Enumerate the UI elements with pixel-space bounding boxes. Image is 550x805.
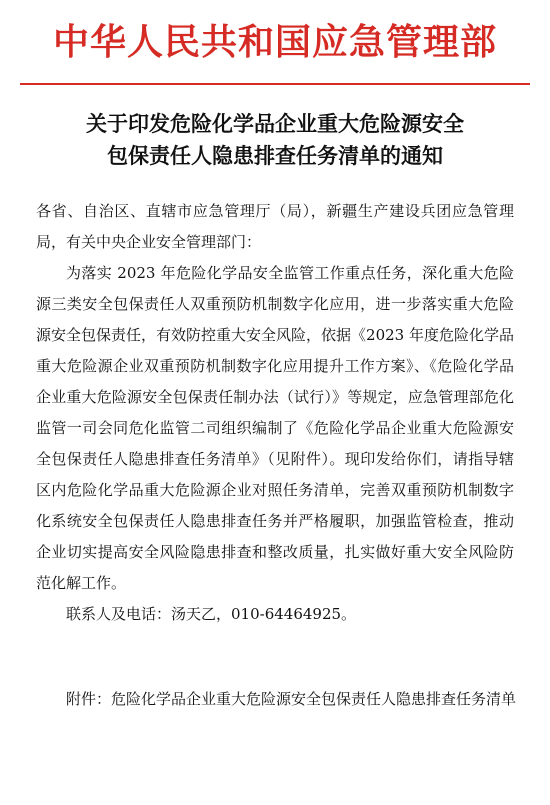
salutation: 各省、自治区、直辖市应急管理厅（局），新疆生产建设兵团应急管理局，有关中央企业安全管理部门： [36,202,514,251]
document-title-line-2: 包保责任人隐患排查任务清单的通知 [107,144,443,168]
document-title [30,108,520,172]
masthead: 中华人民共和国应急管理部 [52,21,497,63]
document-title-line-1: 关于印发危险化学品企业重大危险源安全 [86,112,464,136]
document-body [36,196,514,630]
red-divider-rule [20,83,530,85]
attachment-line: 附件：危险化学品企业重大危险源安全包保责任人隐患排查任务清单 [66,690,517,708]
contact-line: 联系人及电话：汤天乙，010-64464925。 [66,605,357,623]
body-paragraph: 为落实 2023 年危险化学品安全监管工作重点任务，深化重大危险源三类安全包保责任人双重预防机制数字化应用，进一步落实重大危险源安全包保责任，有效防控重大安全风险，依据《2023 年度危险化学品重大危险源企业双重预防机制数字化应用提升工作方案》、《危险化学品企业重大危险源安全包保责任制办法（试行）》等规定，应急管理部危化监管一司会同危化监管二司组织编制了《危险化学品企业重大危险源安全包保责任人隐患排查任务清单》（见附件）。现印发给你们，请指导辖区内危险化学品重大危险源企业对照任务清单，完善双重预防机制数字化系统安全包保责任人隐患排查任务并严格履职，加强监管检查，推动企业切实提高安全风险隐患排查和整改质量，扎实做好重大安全风险防范化解工作。 [36,264,514,592]
